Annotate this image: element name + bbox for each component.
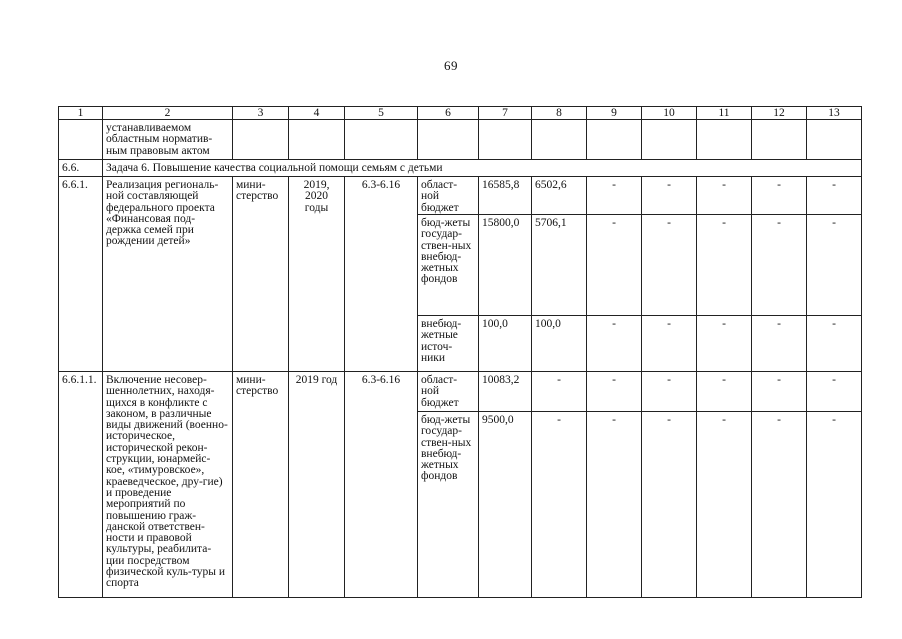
value-col-10: - xyxy=(642,412,697,598)
value-col-11: - xyxy=(697,412,752,598)
column-number: 7 xyxy=(479,107,532,120)
program-table xyxy=(58,106,862,598)
item-years: 2019 год xyxy=(289,372,345,598)
value-col-13: - xyxy=(807,177,862,215)
value-col-7: 16585,8 xyxy=(479,177,532,215)
column-number: 1 xyxy=(59,107,103,120)
value-col-13: - xyxy=(807,316,862,372)
funding-source: внебюд-жетные источ-ники xyxy=(418,316,479,372)
column-number: 6 xyxy=(418,107,479,120)
value-col-7: 15800,0 xyxy=(479,215,532,316)
column-number: 10 xyxy=(642,107,697,120)
value-col-9: - xyxy=(587,316,642,372)
item-description: Включение несовер-шеннолетних, находя-щихся в конфликте с законом, в различные виды движений (военно-историческое, исторической рекон-струкции, юнармейс-кое, «тимуровское», краеведческое, дру-гие) и проведение мероприятий по повышению граж-данской ответствен-ности и правовой культуры, реабилита-ции посредством физической куль-туры и спорта xyxy=(103,372,233,598)
value-col-13: - xyxy=(807,372,862,412)
value-col-7: 100,0 xyxy=(479,316,532,372)
item-indicators: 6.3-6.16 xyxy=(345,372,418,598)
value-col-10: - xyxy=(642,215,697,316)
value-col-9: - xyxy=(587,215,642,316)
continuation-text: устанавливаемом областным норматив-ным правовым актом xyxy=(103,120,233,160)
value-col-11: - xyxy=(697,215,752,316)
value-col-12: - xyxy=(752,412,807,598)
funding-source: бюд-жеты государ-ствен-ных внебюд-жетных фондов xyxy=(418,412,479,598)
item-description: Реализация региональ-ной составляющей федерального проекта «Финансовая под-держка семей при рождении детей» xyxy=(103,177,233,372)
value-col-10: - xyxy=(642,177,697,215)
table-row xyxy=(59,372,862,412)
value-col-8: - xyxy=(532,412,587,598)
value-col-11: - xyxy=(697,177,752,215)
funding-source: област-ной бюджет xyxy=(418,372,479,412)
value-col-8: - xyxy=(532,372,587,412)
value-col-13: - xyxy=(807,412,862,598)
item-code: 6.6.1. xyxy=(59,177,103,372)
column-number: 12 xyxy=(752,107,807,120)
value-col-13: - xyxy=(807,215,862,316)
value-col-12: - xyxy=(752,215,807,316)
value-col-9: - xyxy=(587,372,642,412)
value-col-8: 5706,1 xyxy=(532,215,587,316)
column-number: 2 xyxy=(103,107,233,120)
column-number: 3 xyxy=(233,107,289,120)
value-col-7: 10083,2 xyxy=(479,372,532,412)
value-col-8: 6502,6 xyxy=(532,177,587,215)
column-number: 9 xyxy=(587,107,642,120)
value-col-7: 9500,0 xyxy=(479,412,532,598)
value-col-10: - xyxy=(642,316,697,372)
item-indicators: 6.3-6.16 xyxy=(345,177,418,372)
item-code: 6.6.1.1. xyxy=(59,372,103,598)
funding-source: бюд-жеты государ-ствен-ных внебюд-жетных фондов xyxy=(418,215,479,316)
value-col-10: - xyxy=(642,372,697,412)
task-title: Задача 6. Повышение качества социальной помощи семьям с детьми xyxy=(106,162,443,174)
item-executor: мини-стерство xyxy=(233,177,289,372)
value-col-12: - xyxy=(752,177,807,215)
item-executor: мини-стерство xyxy=(233,372,289,598)
page-number: 69 xyxy=(444,58,458,73)
value-col-12: - xyxy=(752,316,807,372)
value-col-11: - xyxy=(697,316,752,372)
continuation-row xyxy=(59,120,862,160)
column-number: 5 xyxy=(345,107,418,120)
column-number-row xyxy=(59,107,862,120)
value-col-11: - xyxy=(697,372,752,412)
task-code: 6.6. xyxy=(59,160,103,177)
table-row xyxy=(59,177,862,215)
column-number: 8 xyxy=(532,107,587,120)
column-number: 11 xyxy=(697,107,752,120)
column-number: 4 xyxy=(289,107,345,120)
funding-source: област-ной бюджет xyxy=(418,177,479,215)
column-number: 13 xyxy=(807,107,862,120)
value-col-9: - xyxy=(587,412,642,598)
value-col-9: - xyxy=(587,177,642,215)
value-col-12: - xyxy=(752,372,807,412)
item-years: 2019, 2020 годы xyxy=(289,177,345,372)
task-row xyxy=(59,160,862,177)
value-col-8: 100,0 xyxy=(532,316,587,372)
